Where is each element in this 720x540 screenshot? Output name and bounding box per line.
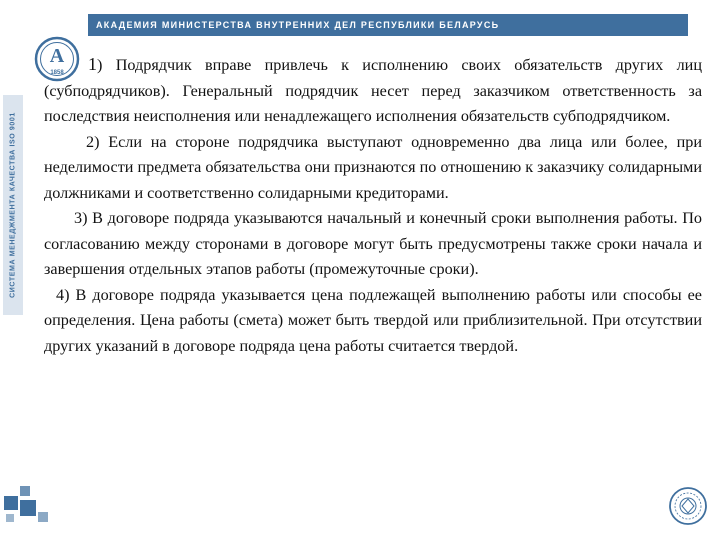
paragraph-3: 3) В договоре подряда указываются начальный и конечный сроки выполнения работы. По согласованию между сторонами в договоре могут быть предусмотрены также сроки начала и завершения отдельных этапов работы (промежуточные сроки). xyxy=(44,209,702,278)
paragraph-1-number: 1 xyxy=(88,54,97,74)
paragraph-1-text: ) Подрядчик вправе привлечь к исполнению своих обязательств других лиц (субподрядчиков). Генеральный подрядчик несет перед заказчиком ответственность за последствия неисполнения или ненадлежащего исполнения обязательств субподрядчиком. xyxy=(44,56,702,125)
header-org-text: АКАДЕМИЯ МИНИСТЕРСТВА ВНУТРЕННИХ ДЕЛ РЕСПУБЛИКИ БЕЛАРУСЬ xyxy=(96,20,500,30)
main-text xyxy=(44,52,702,359)
side-vertical-text: СИСТЕМА МЕНЕДЖМЕНТА КАЧЕСТВА ISO 9001 xyxy=(9,112,17,298)
logo-year: 1858 xyxy=(50,70,64,76)
paragraph-4: 4) В договоре подряда указывается цена подлежащей выполнению работы или способы ее определения. Цена работы (смета) может быть твердой или приблизительной. При отсутствии других указаний в договоре подряда цена работы считается твердой. xyxy=(44,285,702,355)
paragraph-1 xyxy=(44,52,702,130)
logo-letter: А xyxy=(49,45,65,67)
decorative-squares-icon xyxy=(4,486,52,526)
header-bar xyxy=(88,14,688,36)
seal-emblem-icon xyxy=(668,486,708,526)
paragraph-2: 2) Если на стороне подрядчика выступают одновременно два лица или более, при неделимости предмета обязательства они признаются по отношению к заказчику солидарными должниками и соответственно солидарными кредиторами. xyxy=(44,132,702,202)
